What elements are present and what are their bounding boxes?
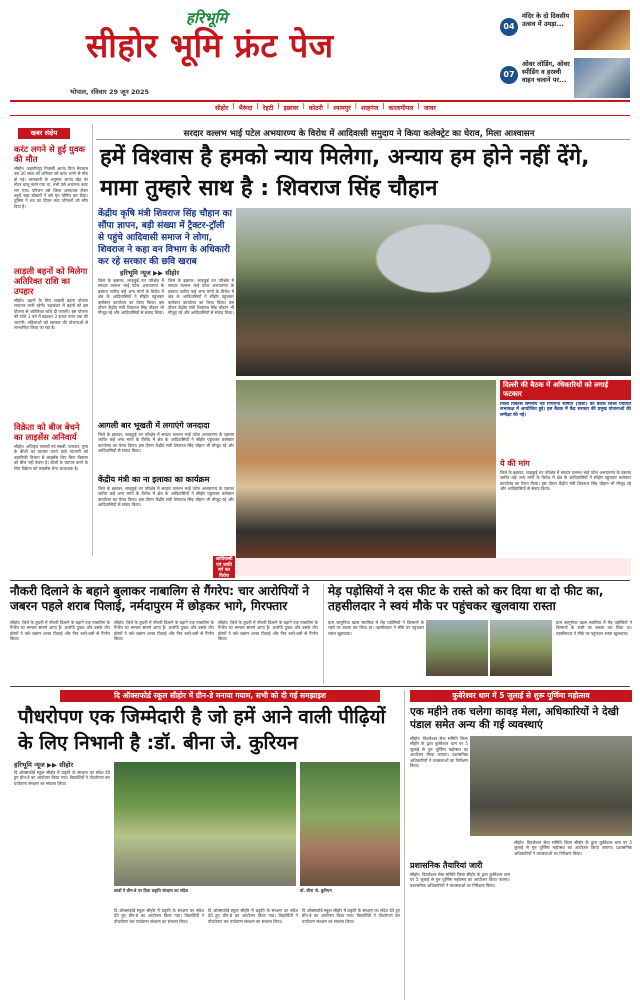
lead-body-col2: जिले के इछावर, लाड़कुई वन परिक्षेत्र में सरदार वल्लभ भाई पटेल अभयारण्य के प्रस्ताव जारित कई अन्य मांगों के विरोध में क्षेत्र के आदिवासियों ने सीहोर पहुंचकर कलेक्टर कार्यालय का घेराव किया। इस दौरान केंद्रीय मंत्री शिवराज सिंह चौहान भी मौजूद रहे और आदिवासियों से संवाद किया। xyxy=(168,278,234,316)
kubereshwar-photo xyxy=(470,736,632,836)
brand-logo: हरिभूमि xyxy=(186,9,228,27)
lead-subhead-1: आगली बार भूखती में लगाएंगे जनदादा xyxy=(98,421,210,430)
story-left-headline: नौकरी दिलाने के बहाने बुलाकर नाबालिग से गैंगरेप: चार आरोपियों ने जबरन पहले शराब पिलाई, नर्मदापुरम में छोड़कर भागे, गिरफ्तार xyxy=(10,584,310,613)
vertical-tag: आदिवासी एवं जाति वर्ग का विरोध xyxy=(213,556,235,578)
plant-body: दि ऑक्सफोर्ड स्कूल सीहोर में प्रकृति के संरक्षण का संदेश देते हुए ग्रीन-डे का आयोजन किया गया। विद्यार्थियों ने पौधरोपण कर पर्यावरण संरक्षण का संकल्प लिया। xyxy=(14,770,110,786)
lead-body-col4: जिले के इछावर, लाड़कुई वन परिक्षेत्र में सरदार वल्लभ भाई पटेल अभयारण्य के प्रस्ताव जारित कई अन्य मांगों के विरोध में क्षेत्र के आदिवासियों ने सीहोर पहुंचकर कलेक्टर कार्यालय का घेराव किया। इस दौरान केंद्रीय मंत्री शिवराज सिंह चौहान भी मौजूद रहे और आदिवासियों से संवाद किया। xyxy=(98,486,234,508)
city-item: श्यामपुर xyxy=(333,105,351,112)
story-left-col3: सीहोर। जिले के बुधनी में नौकरी दिलाने के बहाने एक नाबालिग के गैंगरेप का मामला सामने आया है। आरोपी युवक और उसके तीन दोस्तों ने उसे जबरन शराब पिलाई और फिर बारी-बारी से गैंगरेप किया। xyxy=(218,620,318,642)
kubereshwar-subhead: प्रशासनिक तैयारियां जारी xyxy=(410,861,483,870)
meeting-box xyxy=(500,380,631,566)
sidebar-body: सीहोर। बहनों के लिए लाड़ली बहना योजना लगातार जारी रहेगी। रक्षाबंधन में बहनों को इस योजना से अतिरिक्त राशि दी जाएगी। इस योजना की राशि 3 वर्ष में बढ़ाकर 3 हजार रुपए तक की जाएगी। महिलाओं को सरकार की योजनाओं से लाभान्वित किया जा रहा है। xyxy=(14,298,88,331)
teaser-title: ओवर लोडिंग, ओवर स्पीडिंग व हरश्वी वाहन चलाने पर... xyxy=(522,60,570,84)
kubereshwar-body-col2: सीहोर। विठलेश्वर सेवा समिति जिला सीहोर के द्वारा कुबेरेश्वर धाम पर 5 जुलाई से गुरु पूर्णिमा महोत्सव का आयोजन किया जाएगा। प्रशासनिक अधिकारियों ने व्यवस्थाओं का निरीक्षण किया। xyxy=(410,872,510,888)
lead-caption-strip xyxy=(236,558,631,576)
story-left-col1: सीहोर। जिले के बुधनी में नौकरी दिलाने के बहाने एक नाबालिग के गैंगरेप का मामला सामने आया है। आरोपी युवक और उसके तीन दोस्तों ने उसे जबरन शराब पिलाई और फिर बारी-बारी से गैंगरेप किया। xyxy=(10,620,110,642)
kubereshwar-body-col3: सीहोर। विठलेश्वर सेवा समिति जिला सीहोर के द्वारा कुबेरेश्वर धाम पर 5 जुलाई से गुरु पूर्णिमा महोत्सव का आयोजन किया जाएगा। प्रशासनिक अधिकारियों ने व्यवस्थाओं का निरीक्षण किया। xyxy=(514,840,632,856)
sidebar-heading: लाड़ली बहनों को मिलेगा अतिरिक्त राशि का उपहार xyxy=(14,266,88,296)
sidebar-heading: विक्रेता को बीज बेचने का लाइसेंस अनिवार्य xyxy=(14,422,80,442)
plant-body-col2: दि ऑक्सफोर्ड स्कूल सीहोर में प्रकृति के संरक्षण का संदेश देते हुए ग्रीन-डे का आयोजन किया गया। विद्यार्थियों ने पौधरोपण कर पर्यावरण संरक्षण का संकल्प लिया। xyxy=(114,908,204,924)
plant-caption-2: डॉ. बीना जे. कुरियन xyxy=(300,888,332,893)
teaser-photo xyxy=(574,58,630,98)
meeting-box-body: जिला विकास समन्वय एवं निगरानी समिति (दिशा) की बैठक जिला पंचायत सभाकक्ष में आयोजित हुई। इस बैठक में केंद्र सरकार की प्रमुख योजनाओं की समीक्षा की गई। xyxy=(500,402,631,418)
story-right-headline: मेड़ पड़ोसियों ने दस फीट के रास्ते को कर दिया था दो फीट का, तहसीलदार ने स्वयं मौके पर पहुंचकर खुलवाया रास्ता xyxy=(328,584,604,613)
teaser-number: 07 xyxy=(500,66,518,84)
page-title: सीहोर भूमि फ्रंट पेज xyxy=(86,26,334,65)
lead-body-col1: जिले के इछावर, लाड़कुई वन परिक्षेत्र में सरदार वल्लभ भाई पटेल अभयारण्य के प्रस्ताव जारित कई अन्य मांगों के विरोध में क्षेत्र के आदिवासियों ने सीहोर पहुंचकर कलेक्टर कार्यालय का घेराव किया। इस दौरान केंद्रीय मंत्री शिवराज सिंह चौहान भी मौजूद रहे और आदिवासियों से संवाद किया। xyxy=(98,278,164,316)
lead-byline: हरिभूमि न्यूज ▶▶ सीहोर xyxy=(120,269,180,277)
story-right-col2: ग्राम जामुनिया खास स्वामित्व में मेड़ पड़ोसियों ने किसानों के रास्ते पर कब्जा कर लिया था। तहसीलदार ने मौके पर पहुंचकर रास्ता खुलवाया। xyxy=(556,620,632,636)
crowd-photo-2 xyxy=(236,380,496,558)
meeting-box-title: दिल्ली की बैठक में अधिकारियों को लगाई फटकार xyxy=(500,380,631,400)
edition-date: भोपाल, रविवार 29 जून 2025 xyxy=(70,88,150,96)
lead-body-col3: जिले के इछावर, लाड़कुई वन परिक्षेत्र में सरदार वल्लभ भाई पटेल अभयारण्य के प्रस्ताव जारित कई अन्य मांगों के विरोध में क्षेत्र के आदिवासियों ने सीहोर पहुंचकर कलेक्टर कार्यालय का घेराव किया। इस दौरान केंद्रीय मंत्री शिवराज सिंह चौहान भी मौजूद रहे और आदिवासियों से संवाद किया। xyxy=(98,432,234,454)
crowd-photo-1 xyxy=(236,208,631,376)
sidebar-item xyxy=(14,144,88,258)
kubereshwar-banner: कुबेरेश्वर धाम में 5 जुलाई से शुरू पूर्णिमा महोत्सव xyxy=(410,690,632,702)
city-item: कालापीपल xyxy=(388,105,414,112)
story-right-col1: ग्राम जामुनिया खास स्वामित्व में मेड़ पड़ोसियों ने किसानों के रास्ते पर कब्जा कर लिया था। तहसीलदार ने मौके पर पहुंचकर रास्ता खुलवाया। xyxy=(328,620,424,636)
sidebar-body: सीहोर। अधिकृत फसलों एवं सब्जी, फलदार, पुष्प के बीजों का व्यापार करने वाले व्यापारी को उद्यानिकी विभाग से लाइसेंस लिए बिना किसान को बीज नहीं बेचना है। बीजों के व्यापार करने के लिए विक्रेता को लाइसेंस लेना आवश्यक है। xyxy=(14,444,88,471)
lead-banner: सरदार वल्लभ भाई पटेल अभयारण्य के विरोध में आदिवासी समुदाय ने किया कलेक्ट्रेट का घेराव, मिला आश्वासन xyxy=(183,129,535,139)
plant-photo-group xyxy=(114,762,296,886)
kubereshwar-body-col1: सीहोर। विठलेश्वर सेवा समिति जिला सीहोर के द्वारा कुबेरेश्वर धाम पर 5 जुलाई से गुरु पूर्णिमा महोत्सव का आयोजन किया जाएगा। प्रशासनिक अधिकारियों ने व्यवस्थाओं का निरीक्षण किया। xyxy=(410,736,468,769)
lead-headline: हमें विश्वास है हमको न्याय मिलेगा, अन्याय हम होने नहीं देंगे, मामा तुम्हारे साथ है : शिवराज सिंह चौहान xyxy=(100,145,590,201)
sidebar-tag: खबर संक्षेप xyxy=(18,128,70,139)
teaser-photo xyxy=(574,10,630,50)
story-right-photo-1 xyxy=(426,620,488,676)
city-item: रेहटी xyxy=(262,105,274,112)
plant-caption-1: छात्रों ने ग्रीन-डे पर दिया प्रकृति संरक्षण का संदेश xyxy=(114,888,188,893)
city-item: इछावर xyxy=(283,105,299,112)
sidebar-heading: करंट लगने से हुई युवक की मौत xyxy=(14,144,85,164)
city-item: सीहोर xyxy=(215,105,229,112)
kubereshwar-headline: एक महीने तक चलेगा कावड़ मेला, अधिकारियों ने देखी पंडाल समेत अन्य की गई व्यवस्थाएं xyxy=(410,706,619,731)
city-list: सीहोर | भैरूंदा | रेहटी | इछावर | कोठरी | श्यामपुर | शाहगंज | कालापीपल | जावर xyxy=(215,103,436,112)
lead-summary: केंद्रीय कृषि मंत्री शिवराज सिंह चौहान का सौंपा ज्ञापन, बड़ी संख्या में ट्रैक्टर-ट्रॉली से पहुंचे आदिवासी समाज ने लोगा, शिवराज ने कहा वन विभाग के अधिकारी कर रहे सरकार की छवि खराब xyxy=(98,209,232,267)
city-item: शाहगंज xyxy=(361,105,379,112)
sidebar-item xyxy=(14,422,88,554)
plant-photo-kurian xyxy=(300,762,400,886)
sidebar-body: सीहोर। जहांगीरपुर निवासी आनंद पिता मेवाराम उम्र 30 साल को शनिवार को करंट लगने से मौत हो गई। जानकारी के अनुसार आनंद खेत पर मोटर चालू करने गया था, तभी उसे अचानक करंट लग गया। परिजन उसे जिला अस्पताल लेकर पहुंचे जहां डॉक्टरों ने उसे मृत घोषित कर दिया। पुलिस ने शव का पीएम करा परिजनों को सौंप दिया है। xyxy=(14,166,88,209)
city-item: भैरूंदा xyxy=(238,105,253,112)
story-right-photo-2 xyxy=(490,620,552,676)
city-item: कोठरी xyxy=(308,105,323,112)
teaser-title: मंदिर के दो दिवसीय उत्सव में उमड़ा... xyxy=(522,12,570,28)
plant-body-col3: दि ऑक्सफोर्ड स्कूल सीहोर में प्रकृति के संरक्षण का संदेश देते हुए ग्रीन-डे का आयोजन किया गया। विद्यार्थियों ने पौधरोपण कर पर्यावरण संरक्षण का संकल्प लिया। xyxy=(208,908,298,924)
plant-byline: हरिभूमि न्यूज ▶▶ सीहोर xyxy=(14,761,74,769)
meeting-box-body-2: जिले के इछावर, लाड़कुई वन परिक्षेत्र में सरदार वल्लभ भाई पटेल अभयारण्य के प्रस्ताव जारित कई अन्य मांगों के विरोध में क्षेत्र के आदिवासियों ने सीहोर पहुंचकर कलेक्टर कार्यालय का घेराव किया। इस दौरान केंद्रीय मंत्री शिवराज सिंह चौहान भी मौजूद रहे और आदिवासियों से संवाद किया। xyxy=(500,470,631,492)
plant-headline: पौधरोपण एक जिम्मेदारी है जो हमें आने वाली पीढ़ियों के लिए निभानी है :डॉ. बीना जे. कुरियन xyxy=(18,706,386,754)
meeting-box-subhead: ये की मांग xyxy=(500,459,530,468)
lead-subhead-2: केंद्रीय मंत्री का ना इलाका का कार्यक्रम xyxy=(98,475,210,484)
teaser-2[interactable] xyxy=(500,58,630,100)
sidebar-item xyxy=(14,266,88,418)
city-item: जावर xyxy=(423,105,436,112)
plant-banner: दि ऑक्सफोर्ड स्कूल सीहोर में ग्रीन-डे मनाया गयाम, सभी को दी गई समझाइश xyxy=(60,690,380,702)
teaser-1[interactable] xyxy=(500,10,630,52)
plant-body-col4: दि ऑक्सफोर्ड स्कूल सीहोर में प्रकृति के संरक्षण का संदेश देते हुए ग्रीन-डे का आयोजन किया गया। विद्यार्थियों ने पौधरोपण कर पर्यावरण संरक्षण का संकल्प लिया। xyxy=(302,908,400,924)
teaser-number: 04 xyxy=(500,18,518,36)
story-left-col2: सीहोर। जिले के बुधनी में नौकरी दिलाने के बहाने एक नाबालिग के गैंगरेप का मामला सामने आया है। आरोपी युवक और उसके तीन दोस्तों ने उसे जबरन शराब पिलाई और फिर बारी-बारी से गैंगरेप किया। xyxy=(114,620,214,642)
